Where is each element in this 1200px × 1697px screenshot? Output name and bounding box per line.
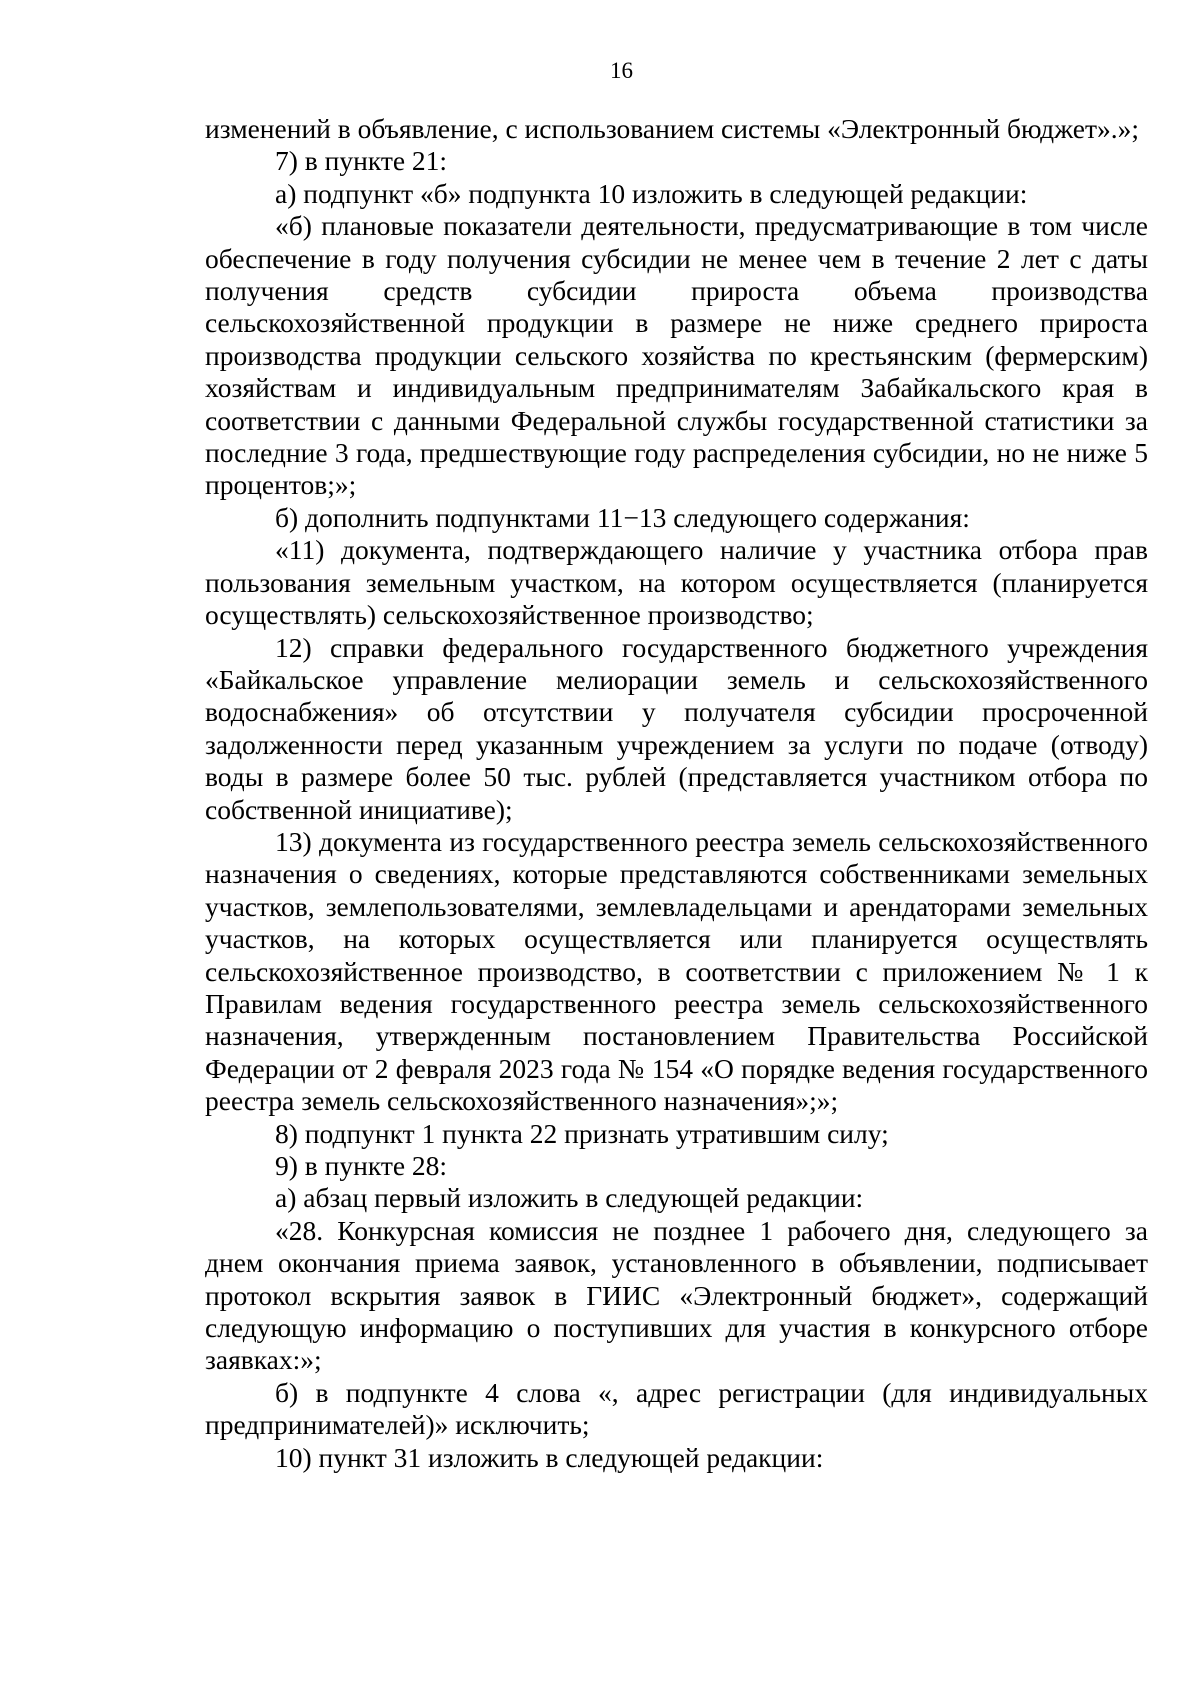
paragraph-3: а) подпункт «б» подпункта 10 изложить в следующей редакции: bbox=[275, 177, 1028, 209]
page-number: 16 bbox=[610, 58, 633, 83]
paragraph-5: б) дополнить подпунктами 11−13 следующего содержания: bbox=[275, 501, 970, 533]
paragraph-9: 8) подпункт 1 пункта 22 признать утратившим силу; bbox=[275, 1117, 889, 1149]
document-body bbox=[205, 113, 1148, 1474]
paragraph-4: «б) плановые показатели деятельности, предусматривающие в том числе обеспечение в году получения субсидии не менее чем в течение 2 лет с даты получения средств субсидии прироста объема производства сельскохозяйственной продукции в размере не ниже среднего прироста производства продукции сельского хозяйства по крестьянским (фермерским) хозяйствам и индивидуальным предпринимателям Забайкальского края в соответствии с данными Федеральной службы государственной статистики за последние 3 года, предшествующие году распределения субсидии, но не ниже 5 процентов;»; bbox=[205, 210, 1148, 501]
paragraph-11: а) абзац первый изложить в следующей редакции: bbox=[275, 1182, 864, 1214]
paragraph-1: изменений в объявление, с использованием системы «Электронный бюджет».»; bbox=[205, 113, 1139, 144]
paragraph-14: 10) пункт 31 изложить в следующей редакции: bbox=[275, 1441, 824, 1473]
paragraph-10: 9) в пункте 28: bbox=[275, 1150, 448, 1181]
paragraph-8: 13) документа из государственного реестра земель сельскохозяйственного назначения о сведениях, которые представляются собственниками земельных участков, землепользователями, землевладельцами и арендаторами земельных участков, на которых осуществляется или планируется осуществлять сельскохозяйственное производство, в соответствии с приложением № 1 к Правилам ведения государственного реестра земель сельскохозяйственного назначения, утвержденным постановлением Правительства Российской Федерации от 2 февраля 2023 года № 154 «О порядке ведения государственного реестра земель сельскохозяйственного назначения»;»; bbox=[205, 825, 1148, 1117]
paragraph-7: 12) справки федерального государственного бюджетного учреждения «Байкальское управление мелиорации земель и сельскохозяйственного водоснабжения» об отсутствии у получателя субсидии просроченной задолженности перед указанным учреждением за услуги по подаче (отводу) воды в размере более 50 тыс. рублей (представляется участником отбора по собственной инициативе); bbox=[205, 631, 1148, 825]
paragraph-6: «11) документа, подтверждающего наличие у участника отбора прав пользования земельным участком, на котором осуществляется (планируется осуществлять) сельскохозяйственное производство; bbox=[205, 534, 1148, 631]
paragraph-13: б) в подпункте 4 слова «, адрес регистрации (для индивидуальных предпринимателей)» исключить; bbox=[205, 1376, 1148, 1441]
paragraph-12: «28. Конкурсная комиссия не позднее 1 рабочего дня, следующего за днем окончания приема заявок, установленного в объявлении, подписывает протокол вскрытия заявок в ГИИС «Электронный бюджет», содержащий следующую информацию о поступивших для участия в конкурсного отборе заявках:»; bbox=[205, 1214, 1148, 1376]
paragraph-2: 7) в пункте 21: bbox=[275, 145, 448, 177]
